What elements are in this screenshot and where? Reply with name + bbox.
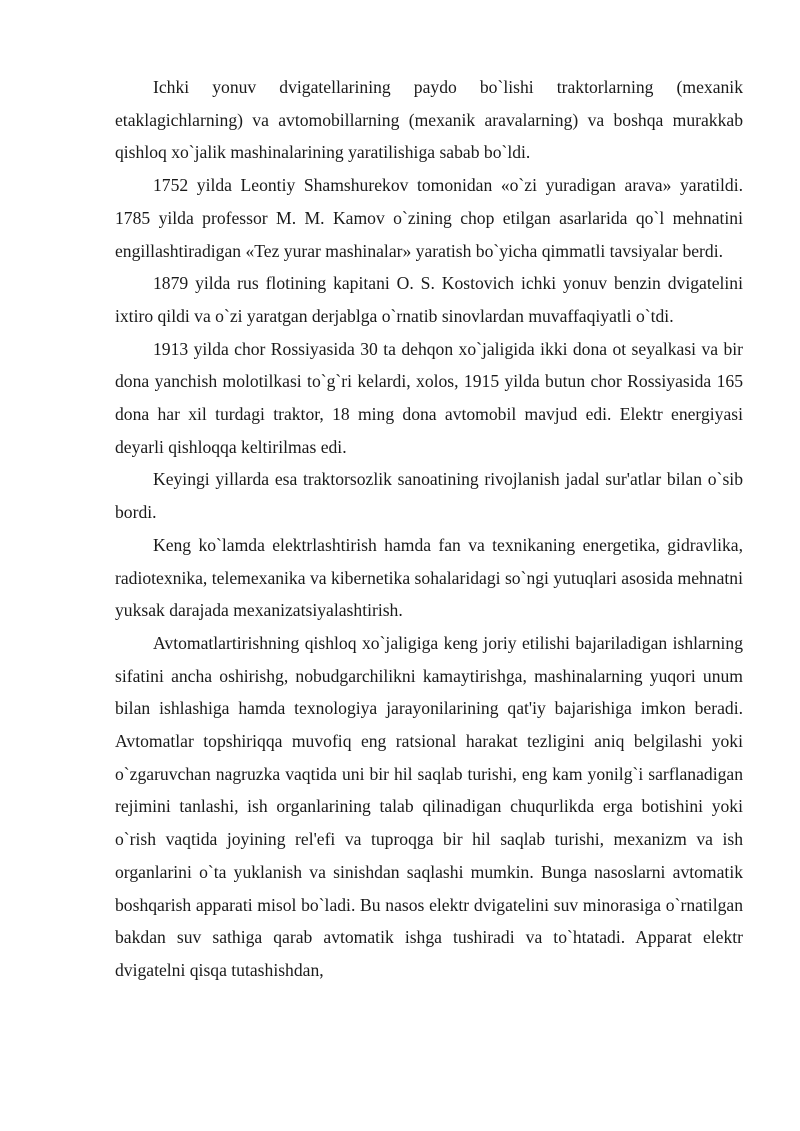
paragraph-kostovich: 1879 yilda rus flotining kapitani O. S. Kostovich ichki yonuv benzin dvigatelini ixtiro qildi va o`zi yaratgan derjablga o`rnatib sinovlardan muvaffaqiyatli o`tdi. [115, 273, 743, 326]
paragraph-tractor-industry: Keyingi yillarda esa traktorsozlik sanoatining rivojlanish jadal sur'atlar bilan o`sib bordi. [115, 469, 743, 523]
paragraph-1913-statistics: 1913 yilda chor Rossiyasida 30 ta dehqon xo`jaligida ikki dona ot seyalkasi va bir dona yanchish molotilkasi to`g`ri kelardi, xolos, 1915 yilda butun chor Rossiyasida 165 dona har xil turdagi traktor, 18 ming dona avtomobil mavjud edi. Elektr energiyasi deyarli qishloqqa keltirilmas edi. [115, 338, 743, 457]
document-page [115, 71, 743, 987]
paragraph-automation: Avtomatlartirishning qishloq xo`jaligiga keng joriy etilishi bajariladigan ishlarning sifatini ancha oshirishg, nobudgarchilikni kamaytirishga, mashinalarning yuqori unum bilan ishlashiga hamda texnologiya jarayonilarining qat'iy bajarishiga imkon beradi. Avtomatlar topshiriqqa muvofiq eng ratsional harakat tezligini aniq belgilashi yoki o`zgaruvchan nagruzka vaqtida uni bir hil saqlab turishi, eng kam yonilg`i sarflanadigan rejimini tanlashi, ish organlarining talab qilinadigan chuqurlikda erga botishini yoki o`rish vaqtida joyining rel'efi va tuproqga bir hil saqlab turishi, mexanizm va ish organlarini o`ta yuklanish va sinishdan saqlashi mumkin. Bunga nasoslarni avtomatik boshqarish apparati misol bo`ladi. Bu nasos elektr dvigatelini suv minorasiga o`rnatilgan bakdan suv sathiga qarab avtomatik ishga tushiradi va to`htatadi. Apparat elektr dvigatelni qisqa tutashishdan, [115, 632, 743, 980]
paragraph-history-1752: 1752 yilda Leontiy Shamshurekov tomonidan «o`zi yuradigan arava» yaratildi. 1785 yilda professor M. M. Kamov o`zining chop etilgan asarlarida qo`l mehnatini engillashtiradigan «Tez yurar mashinalar» yaratish bo`yicha qimmatli tavsiyalar berdi. [115, 175, 743, 261]
paragraph-electrification: Keng ko`lamda elektrlashtirish hamda fan va texnikaning energetika, gidravlika, radiotexnika, telemexanika va kibernetika sohalaridagi so`ngi yutuqlari asosida mehnatni yuksak darajada mexanizatsiyalashtirish. [115, 534, 743, 621]
paragraph-engines: Ichki yonuv dvigatellarining paydo bo`lishi traktorlarning (mexanik etaklagichlarning) va avtomobillarning (mexanik aravalarning) va boshqa murakkab qishloq xo`jalik mashinalarining yaratilishiga sabab bo`ldi. [115, 77, 743, 163]
